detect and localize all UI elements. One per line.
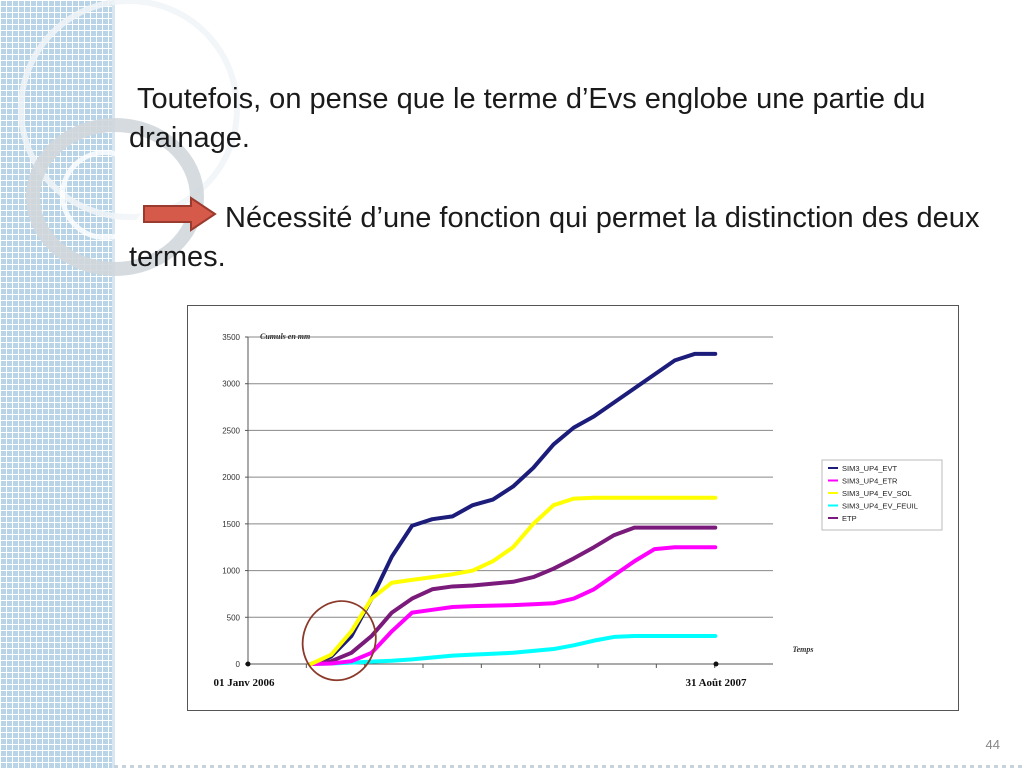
legend-label: ETP bbox=[842, 514, 857, 523]
y-tick-label: 3500 bbox=[222, 333, 240, 342]
x-end-dot bbox=[714, 662, 719, 667]
x-axis-title: Temps bbox=[792, 645, 814, 654]
slide-text-2: Nécessité d’une fonction qui permet la distinction des deux termes. bbox=[129, 202, 980, 273]
page-number: 44 bbox=[985, 737, 1000, 752]
y-tick-label: 500 bbox=[226, 613, 240, 623]
y-tick-label: 3000 bbox=[222, 379, 240, 389]
y-tick-label: 1000 bbox=[222, 566, 240, 576]
chart-frame bbox=[187, 305, 959, 711]
x-tick-label-start: 01 Janv 2006 bbox=[213, 677, 275, 689]
y-axis-title: Cumuls en mm bbox=[260, 332, 311, 341]
legend-label: SIM3_UP4_EV_FEUIL bbox=[842, 501, 918, 511]
y-tick-label: 2500 bbox=[222, 426, 240, 436]
annotation-circle bbox=[292, 591, 387, 691]
y-tick-label: 2000 bbox=[222, 473, 240, 483]
legend-label: SIM3_UP4_EVT bbox=[842, 464, 898, 473]
legend-label: SIM3_UP4_EV_SOL bbox=[842, 489, 912, 498]
x-tick-label-end: 31 Août 2007 bbox=[685, 677, 747, 689]
x-start-dot bbox=[246, 662, 251, 667]
line-chart bbox=[188, 306, 958, 710]
slide-text-1: Toutefois, on pense que le terme d’Evs englobe une partie du drainage. bbox=[129, 83, 926, 154]
y-tick-label: 1500 bbox=[222, 519, 240, 529]
legend-label: SIM3_UP4_ETR bbox=[842, 476, 898, 486]
y-tick-label: 0 bbox=[235, 660, 240, 669]
series-line-sim3_up4_etr bbox=[311, 547, 715, 664]
